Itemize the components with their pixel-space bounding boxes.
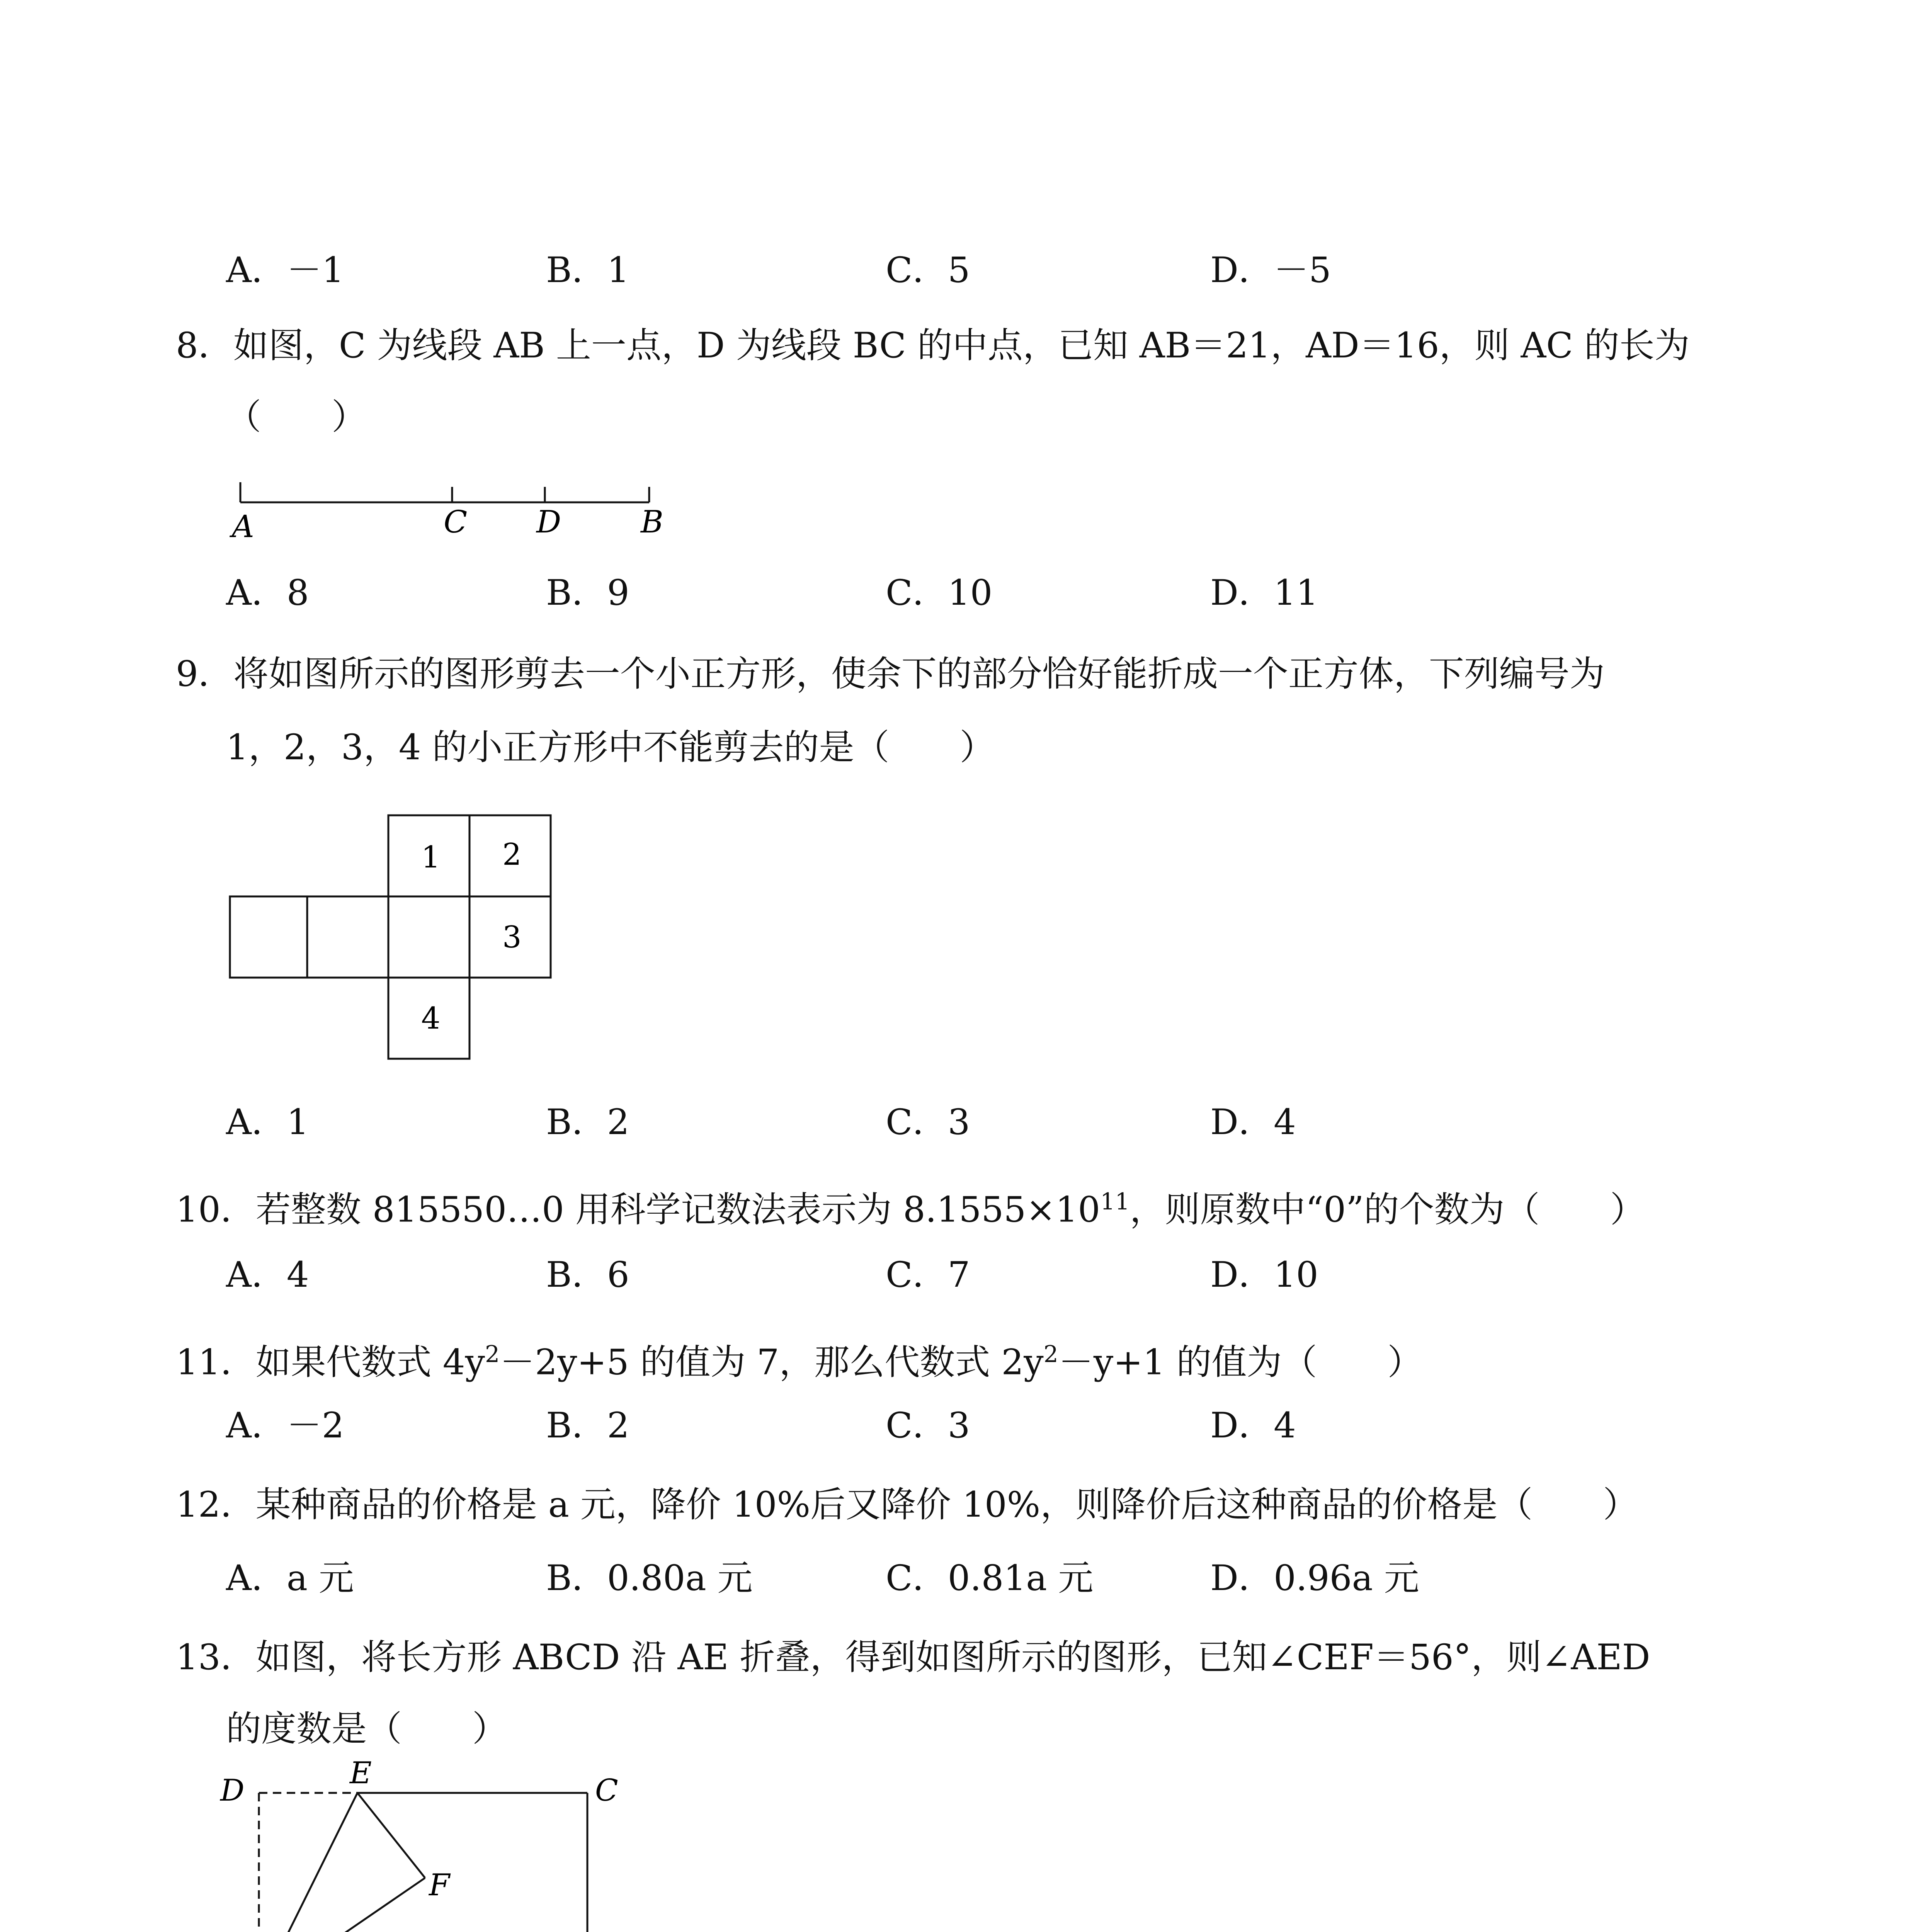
q12-option-a: A．a 元 [226, 1558, 354, 1599]
q7-option-c: C．5 [886, 250, 970, 291]
q9-label-3: 3 [502, 920, 522, 955]
q9-option-a: A．1 [226, 1102, 309, 1143]
q9-label-1: 1 [421, 840, 441, 875]
q13-stem: 13．如图，将长方形 ABCD 沿 AE 折叠，得到如图所示的图形，已知∠CEF＝56°，则∠AED [176, 1637, 1650, 1678]
q9-options [226, 1099, 1733, 1146]
q9-square-mid [307, 896, 388, 978]
q8-stem: 8．如图，C 为线段 AB 上一点，D 为线段 BC 的中点，已知 AB＝21，AD＝16，则 AC 的长为 [176, 325, 1690, 366]
q10-option-c: C．7 [886, 1255, 970, 1295]
q11-option-b: B．2 [546, 1405, 629, 1446]
q8-label-d: D [536, 504, 561, 540]
q11-stem-c: －y+1 的值为（ ） [1058, 1342, 1423, 1383]
q12-option-d: D．0.96a 元 [1210, 1558, 1419, 1599]
q12-option-c: C．0.81a 元 [886, 1558, 1094, 1599]
q9-stem: 9．将如图所示的图形剪去一个小正方形，使余下的部分恰好能折成一个正方体，下列编号为 [176, 654, 1605, 694]
q8-bracket: （ ） [226, 397, 367, 437]
q11-options [226, 1403, 1733, 1449]
q11-exponent-1: 2 [485, 1341, 500, 1368]
q8-label-c: C [444, 504, 468, 540]
q7-option-a: A．－1 [226, 250, 344, 291]
q10-stem-main: 10．若整数 815550…0 用科学记数法表示为 8.1555×10 [176, 1189, 1101, 1230]
q12-stem: 12．某种商品的价格是 a 元，降价 10%后又降价 10%，则降价后这种商品的价格是（ ） [176, 1485, 1638, 1525]
q11-stem-b: －2y+5 的值为 7，那么代数式 2y [500, 1342, 1044, 1383]
q10-exponent: 11 [1100, 1188, 1130, 1215]
q13-fold-ef [357, 1793, 425, 1878]
q8-label-a: A [232, 509, 254, 544]
q9-option-c: C．3 [886, 1102, 970, 1143]
q12-option-b: B．0.80a 元 [546, 1558, 753, 1599]
q10-options [226, 1252, 1733, 1298]
q10-stem [176, 1165, 1768, 1247]
q9-option-b: B．2 [546, 1102, 629, 1143]
q13-stem-cont: 的度数是（ ） [226, 1709, 508, 1749]
q7-option-b: B．1 [546, 250, 629, 291]
q10-option-b: B．6 [546, 1255, 629, 1295]
q13-fold-af [259, 1878, 425, 1932]
q9-option-d: D．4 [1210, 1102, 1296, 1143]
q11-option-c: C．3 [886, 1405, 970, 1446]
q9-label-4: 4 [421, 1001, 441, 1036]
q9-label-2: 2 [502, 837, 522, 872]
q8-option-a: A．8 [226, 573, 309, 613]
q11-exponent-2: 2 [1043, 1341, 1058, 1368]
q11-stem-a: 11．如果代数式 4y [176, 1342, 485, 1383]
q10-option-a: A．4 [226, 1255, 309, 1295]
q13-label-c: C [595, 1773, 618, 1808]
q9-cube-net-figure [226, 811, 558, 1066]
q11-stem [176, 1318, 1768, 1399]
q7-option-d: D．－5 [1210, 250, 1331, 291]
q9-stem-cont: 1，2，3，4 的小正方形中不能剪去的是（ ） [226, 727, 995, 768]
q11-option-a: A．－2 [226, 1405, 344, 1446]
q9-square-left [230, 896, 307, 978]
q9-square-center [388, 896, 469, 978]
q10-option-d: D．10 [1210, 1255, 1318, 1295]
q8-segment-figure [232, 475, 676, 553]
q13-label-e: E [350, 1756, 372, 1791]
q10-stem-end: ，则原数中“0”的个数为（ ） [1129, 1189, 1645, 1230]
q8-option-b: B．9 [546, 573, 629, 613]
q11-option-d: D．4 [1210, 1405, 1296, 1446]
q13-label-d: D [220, 1773, 245, 1808]
q13-fold-ae [259, 1793, 357, 1932]
q8-label-b: B [641, 504, 663, 540]
q8-option-c: C．10 [886, 573, 993, 613]
q8-options [226, 570, 1733, 616]
q13-label-f: F [429, 1868, 450, 1903]
q8-option-d: D．11 [1210, 573, 1318, 613]
q7-options [226, 247, 1733, 294]
q13-rectangle-fold-figure [218, 1756, 628, 1932]
q12-options [226, 1555, 1733, 1602]
